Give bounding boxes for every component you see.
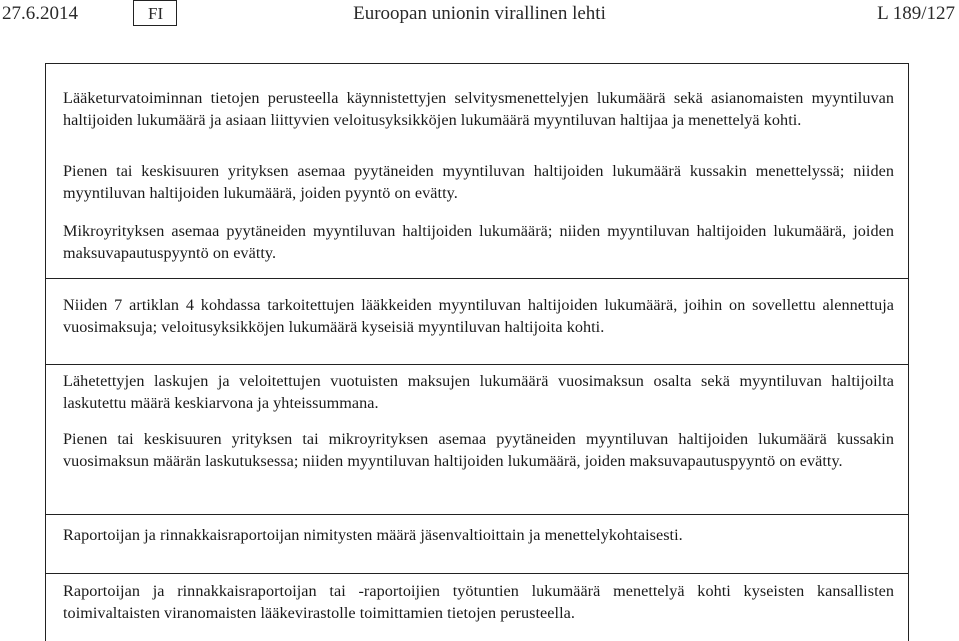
table-row-1 (46, 64, 908, 279)
table-row-5-paragraph-1: Raportoijan ja rinnakkaisraportoijan tai -raportoijien työtuntien lukumäärä menettelyä kohti kyseisten kansallisten toimivaltaisten viranomaisten lääkevirastolle toimittamien tietojen perusteella. (63, 582, 894, 622)
page-header (0, 0, 959, 30)
content-table (45, 63, 909, 641)
table-row-1-paragraph-1: Lääketurvatoiminnan tietojen perusteella käynnistettyjen selvitysmenettelyjen lukumäärä sekä asianomaisten myyntiluvan haltijoiden lukumäärä ja asiaan liittyvien veloitusyksikköjen lukumäärä myyntiluvan haltijaa ja menettelyä kohti. (63, 89, 894, 129)
table-row-3-paragraph-1: Lähetettyjen laskujen ja veloitettujen vuotuisten maksujen lukumäärä vuosimaksun osalta sekä myyntiluvan haltijoilta laskutettu määrä keskiarvona ja yhteissummana. (63, 372, 894, 412)
table-row-2-paragraph-1: Niiden 7 artiklan 4 kohdassa tarkoitettujen lääkkeiden myyntiluvan haltijoiden lukumäärä, joihin on sovellettu alennettuja vuosimaksuja; veloitusyksikköjen lukumäärä kyseisiä myyntiluvan haltijoita kohti. (63, 296, 894, 336)
page-reference: L 189/127 (877, 3, 955, 24)
table-row-1-paragraph-2: Pienen tai keskisuuren yrityksen asemaa pyytäneiden myyntiluvan haltijoiden lukumäärä kussakin menettelyssä; niiden myyntiluvan haltijoiden lukumäärä, joiden pyyntö on evätty. (63, 162, 894, 202)
table-row-5 (46, 574, 908, 640)
table-row-3 (46, 365, 908, 515)
journal-title: Euroopan unionin virallinen lehti (353, 3, 606, 24)
publication-date: 27.6.2014 (2, 3, 78, 24)
table-row-4 (46, 515, 908, 574)
language-box: FI (133, 0, 177, 26)
table-row-3-paragraph-2: Pienen tai keskisuuren yrityksen tai mikroyrityksen asemaa pyytäneiden myyntiluvan haltijoiden lukumäärä kussakin vuosimaksun määrän laskutuksessa; niiden myyntiluvan haltijoiden lukumäärä, joiden maksuvapautuspyyntö on evätty. (63, 430, 894, 470)
table-row-4-paragraph-1: Raportoijan ja rinnakkaisraportoijan nimitysten määrä jäsenvaltioittain ja menettelykohtaisesti. (63, 526, 683, 544)
table-row-1-paragraph-3: Mikroyrityksen asemaa pyytäneiden myyntiluvan haltijoiden lukumäärä; niiden myyntiluvan haltijoiden lukumäärä, joiden maksuvapautuspyyntö on evätty. (63, 222, 894, 262)
table-row-2 (46, 279, 908, 365)
